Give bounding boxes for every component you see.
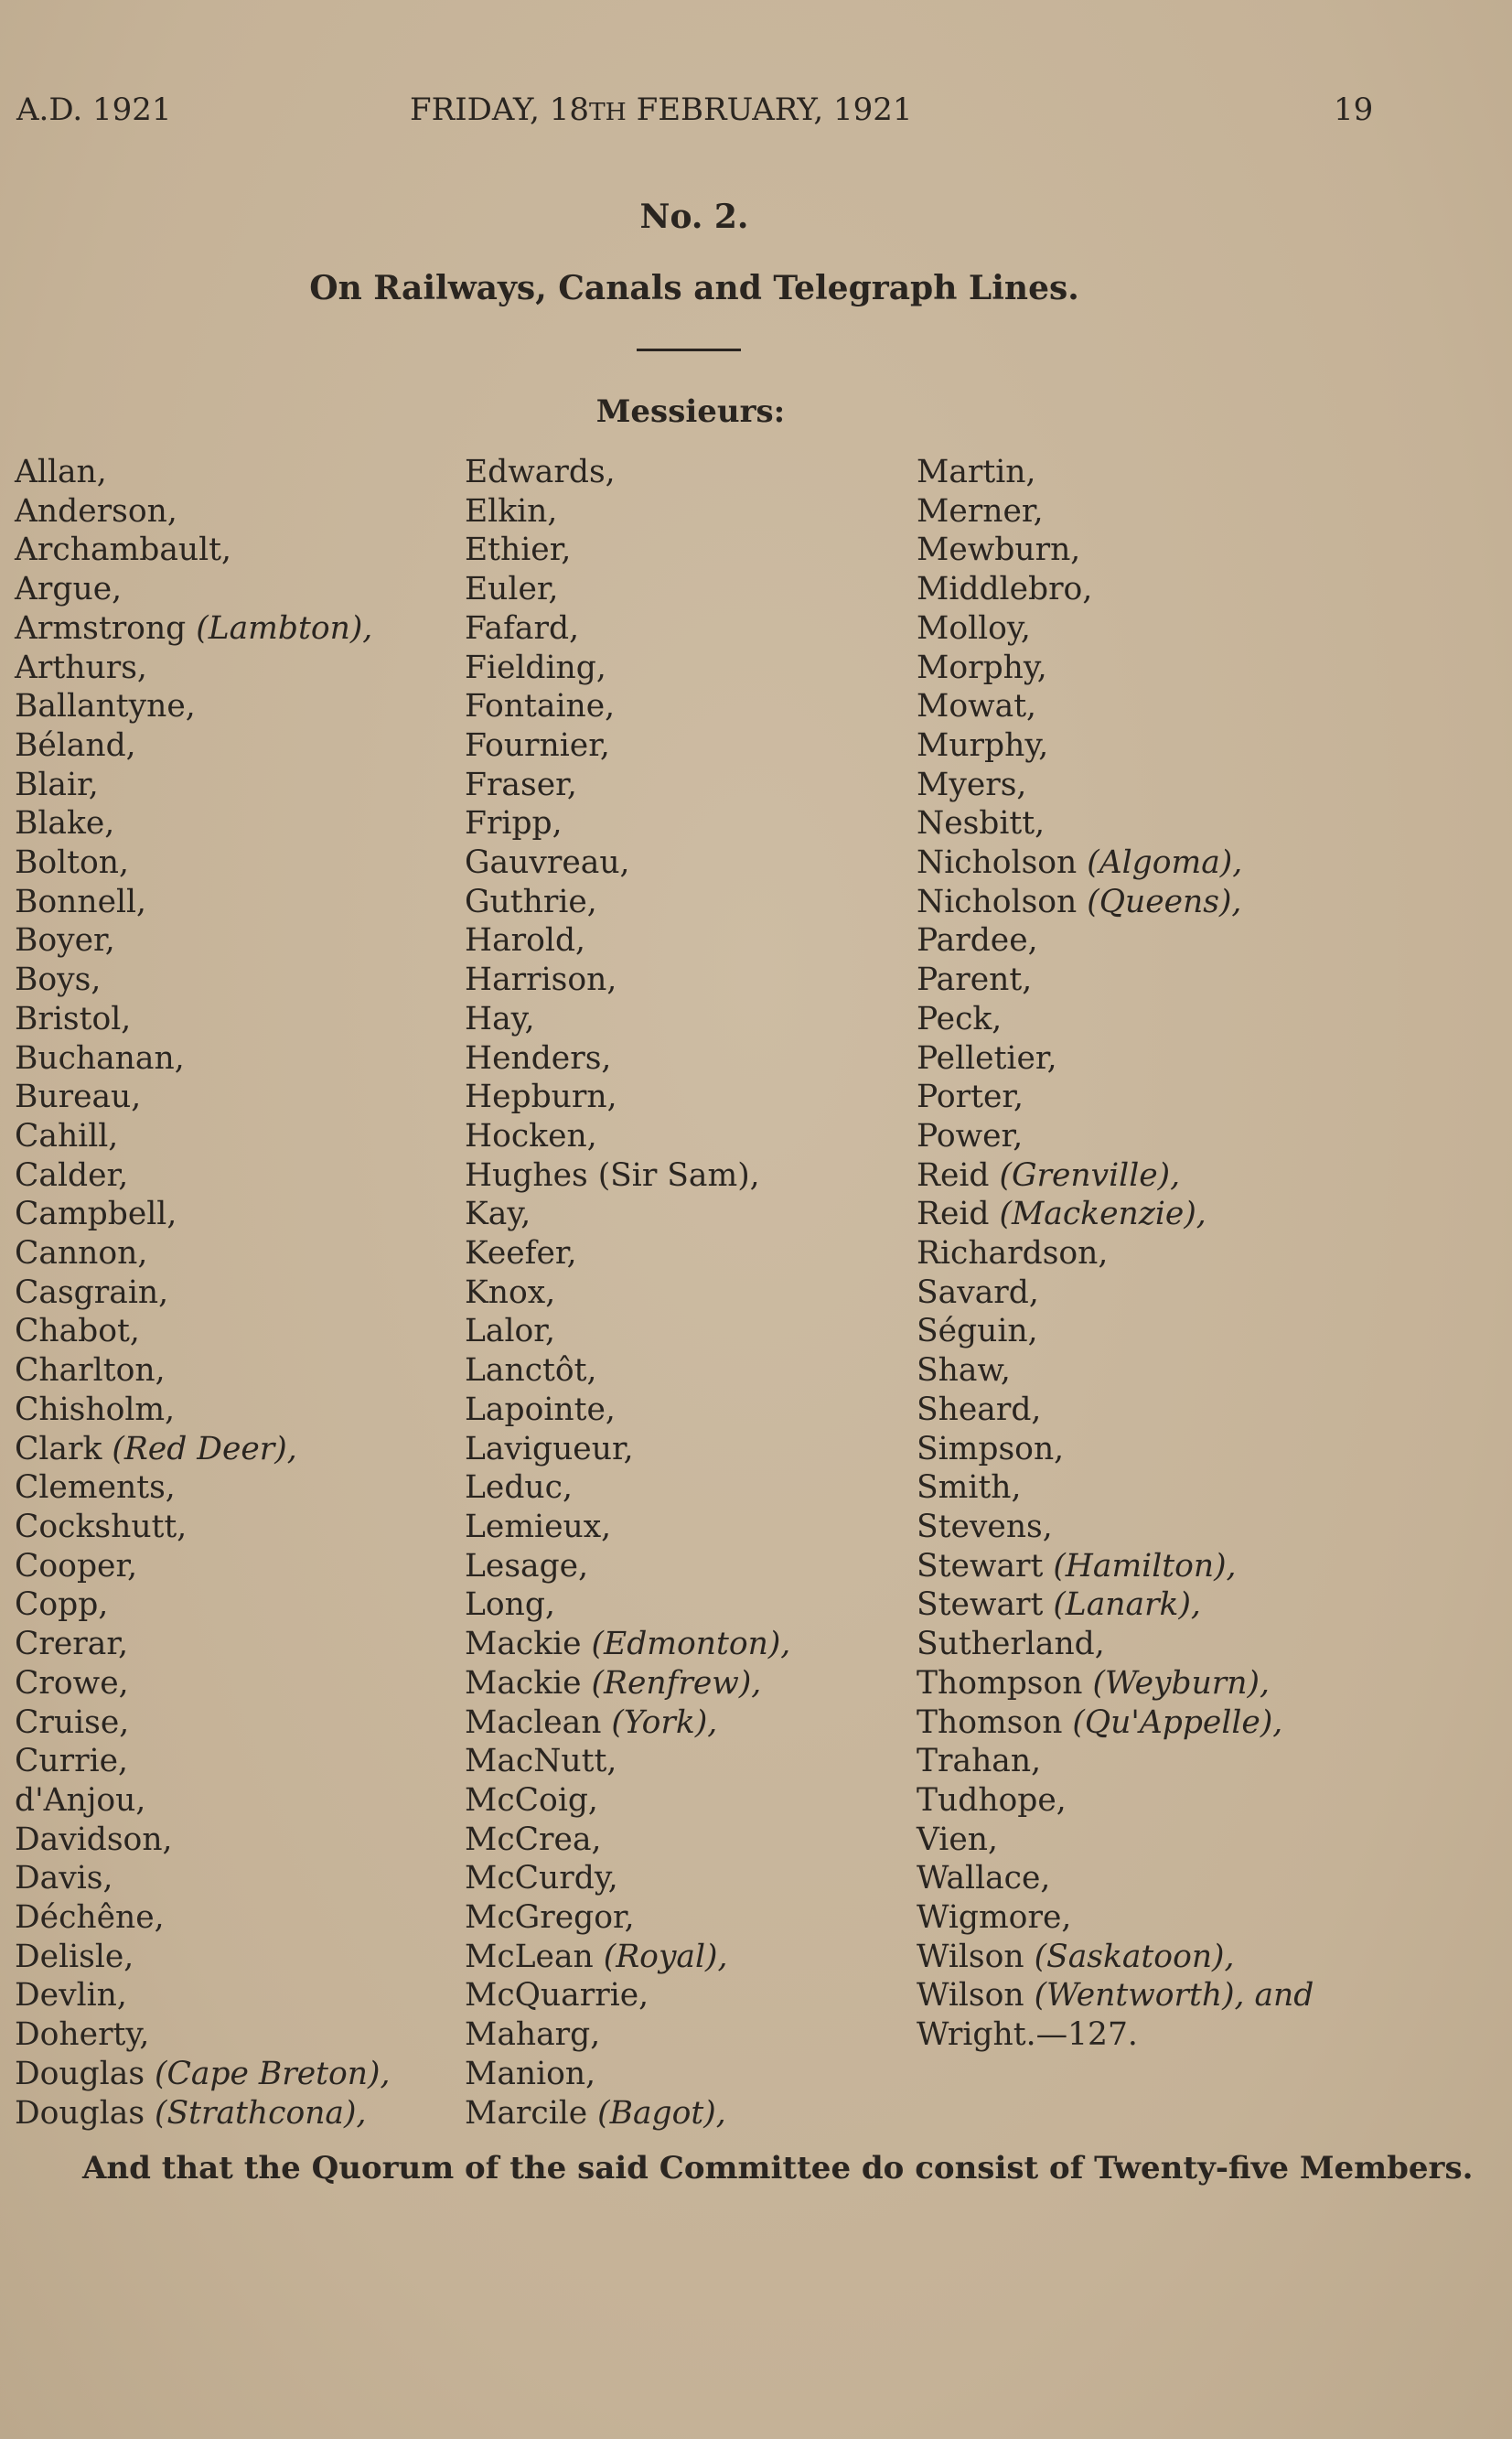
member-entry bbox=[15, 2094, 390, 2133]
member-entry bbox=[465, 1821, 790, 1860]
member-name: McGregor, bbox=[465, 1899, 635, 1937]
member-name: Charlton, bbox=[15, 1352, 166, 1390]
member-name: Bolton, bbox=[15, 844, 129, 882]
member-name: Euler, bbox=[465, 571, 559, 608]
member-name: Stevens, bbox=[917, 1508, 1053, 1545]
members-column-1 bbox=[15, 453, 390, 2133]
member-entry bbox=[465, 1742, 790, 1781]
member-name: Lemieux, bbox=[465, 1508, 612, 1545]
member-name: Crerar, bbox=[15, 1626, 129, 1663]
member-entry bbox=[465, 1351, 790, 1391]
member-name: Chabot, bbox=[15, 1313, 140, 1350]
quorum-statement: And that the Quorum of the said Committee do consist of Twenty-five Members. bbox=[82, 2150, 1474, 2187]
member-name: Clark bbox=[15, 1430, 113, 1467]
member-name: McQuarrie, bbox=[465, 1977, 649, 2015]
member-name: Wright.—127. bbox=[917, 2016, 1138, 2054]
member-entry bbox=[15, 649, 390, 688]
member-entry bbox=[917, 1078, 1314, 1117]
member-name: Murphy, bbox=[917, 726, 1049, 764]
member-entry bbox=[15, 453, 390, 492]
member-entry bbox=[15, 1742, 390, 1781]
member-entry bbox=[465, 1547, 790, 1586]
member-name: Myers, bbox=[917, 766, 1027, 803]
member-entry bbox=[465, 1391, 790, 1430]
member-name: Savard, bbox=[917, 1273, 1039, 1311]
member-entry bbox=[15, 1391, 390, 1430]
member-name: Cahill, bbox=[15, 1117, 119, 1155]
member-name: Shaw, bbox=[917, 1352, 1011, 1390]
member-entry bbox=[917, 766, 1314, 805]
page-header bbox=[0, 91, 1512, 146]
member-entry bbox=[465, 1000, 790, 1039]
member-name: Anderson, bbox=[15, 492, 177, 530]
member-name: Arthurs, bbox=[15, 649, 147, 686]
member-name: Fielding, bbox=[465, 649, 606, 686]
member-entry bbox=[15, 1547, 390, 1586]
member-name: Wallace, bbox=[917, 1860, 1051, 1897]
committee-title: On Railways, Canals and Telegraph Lines. bbox=[309, 269, 1079, 307]
member-entry bbox=[465, 1508, 790, 1547]
member-entry bbox=[465, 1156, 790, 1196]
member-entry bbox=[15, 1195, 390, 1234]
member-entry bbox=[917, 1273, 1314, 1313]
member-name: Doherty, bbox=[15, 2016, 150, 2054]
member-entry bbox=[917, 1234, 1314, 1273]
member-name: Chisholm, bbox=[15, 1391, 176, 1428]
member-entry bbox=[15, 2015, 390, 2055]
member-entry bbox=[917, 1468, 1314, 1508]
member-name: Wilson bbox=[917, 1938, 1035, 1975]
member-name: Porter, bbox=[917, 1079, 1024, 1116]
member-riding: (Red Deer), bbox=[112, 1430, 297, 1467]
member-entry bbox=[917, 1000, 1314, 1039]
member-entry bbox=[15, 492, 390, 532]
header-date bbox=[410, 91, 913, 128]
member-entry bbox=[465, 609, 790, 649]
member-entry bbox=[465, 1273, 790, 1313]
member-name: Lapointe, bbox=[465, 1391, 616, 1428]
member-name: Maharg, bbox=[465, 2016, 601, 2054]
member-name: Trahan, bbox=[917, 1743, 1042, 1780]
member-entry bbox=[917, 1625, 1314, 1664]
member-entry bbox=[15, 1508, 390, 1547]
member-name: Power, bbox=[917, 1117, 1024, 1155]
member-entry bbox=[15, 1781, 390, 1821]
header-date-ordinal: TH bbox=[589, 98, 627, 126]
member-name: Middlebro, bbox=[917, 571, 1093, 608]
member-entry bbox=[917, 1547, 1314, 1586]
member-entry bbox=[917, 649, 1314, 688]
member-name: Lalor, bbox=[465, 1313, 555, 1350]
member-name: Copp, bbox=[15, 1586, 109, 1624]
member-entry bbox=[465, 843, 790, 883]
member-entry bbox=[917, 1430, 1314, 1469]
member-name: Ballantyne, bbox=[15, 688, 196, 725]
member-name: Thomson bbox=[917, 1703, 1073, 1741]
member-name: Hay, bbox=[465, 1000, 535, 1037]
member-entry bbox=[917, 961, 1314, 1000]
divider-rule bbox=[637, 349, 741, 351]
header-date-prefix: FRIDAY, 18 bbox=[410, 91, 589, 128]
member-name: Martin, bbox=[917, 454, 1036, 490]
member-name: Blake, bbox=[15, 805, 115, 843]
member-name: Peck, bbox=[917, 1000, 1003, 1037]
member-name: Armstrong bbox=[15, 609, 197, 647]
member-name: Wigmore, bbox=[917, 1899, 1072, 1937]
member-riding: (Renfrew), bbox=[591, 1664, 762, 1702]
member-entry bbox=[15, 1156, 390, 1196]
member-entry bbox=[465, 1195, 790, 1234]
member-name: Manion, bbox=[465, 2055, 596, 2092]
member-entry bbox=[917, 1976, 1314, 2015]
member-entry bbox=[15, 726, 390, 766]
member-name: Wilson bbox=[917, 1977, 1035, 2015]
member-entry bbox=[465, 1859, 790, 1898]
member-name: Crowe, bbox=[15, 1664, 129, 1702]
member-name: Argue, bbox=[15, 571, 123, 608]
member-name: Boyer, bbox=[15, 922, 115, 960]
member-entry bbox=[917, 1703, 1314, 1743]
member-entry bbox=[917, 921, 1314, 961]
member-name: Elkin, bbox=[465, 492, 558, 530]
member-name: Reid bbox=[917, 1156, 1000, 1194]
member-name: Fripp, bbox=[465, 805, 563, 843]
member-name: Delisle, bbox=[15, 1938, 134, 1975]
member-name: Guthrie, bbox=[465, 883, 597, 920]
member-entry bbox=[465, 1703, 790, 1743]
member-name: Stewart bbox=[917, 1586, 1054, 1624]
member-entry bbox=[15, 843, 390, 883]
member-name: Blair, bbox=[15, 766, 99, 803]
member-name: Morphy, bbox=[917, 649, 1047, 686]
member-name: Thompson bbox=[917, 1664, 1093, 1702]
member-name: Sutherland, bbox=[917, 1626, 1105, 1663]
member-entry bbox=[15, 1898, 390, 1938]
member-riding: (Weyburn), bbox=[1092, 1664, 1270, 1702]
member-name: Simpson, bbox=[917, 1430, 1065, 1467]
member-name: Mowat, bbox=[917, 688, 1037, 725]
member-name: Nesbitt, bbox=[917, 805, 1046, 843]
member-riding: (Grenville), bbox=[999, 1156, 1181, 1194]
member-name: Buchanan, bbox=[15, 1039, 185, 1077]
member-entry bbox=[465, 2015, 790, 2055]
member-entry bbox=[465, 1468, 790, 1508]
member-entry bbox=[917, 843, 1314, 883]
member-entry bbox=[917, 1898, 1314, 1938]
member-entry bbox=[15, 883, 390, 922]
member-name: Mewburn, bbox=[917, 532, 1081, 569]
header-date-suffix: FEBRUARY, 1921 bbox=[626, 91, 913, 128]
member-riding: (Saskatoon), bbox=[1034, 1938, 1235, 1975]
members-column-3 bbox=[917, 453, 1314, 2055]
member-entry bbox=[15, 1859, 390, 1898]
member-name: Douglas bbox=[15, 2055, 155, 2092]
member-name: Pelletier, bbox=[917, 1039, 1057, 1077]
member-entry bbox=[465, 921, 790, 961]
member-entry bbox=[465, 1039, 790, 1079]
member-name: Bristol, bbox=[15, 1000, 132, 1037]
member-name: Clements, bbox=[15, 1469, 176, 1507]
member-entry bbox=[465, 687, 790, 726]
member-name: Stewart bbox=[917, 1547, 1054, 1585]
member-name: McCurdy, bbox=[465, 1860, 618, 1897]
member-entry bbox=[917, 453, 1314, 492]
member-entry bbox=[15, 766, 390, 805]
member-entry bbox=[465, 1078, 790, 1117]
member-entry bbox=[917, 2015, 1314, 2055]
member-entry bbox=[465, 1976, 790, 2015]
member-name: Hocken, bbox=[465, 1117, 597, 1155]
member-riding: (Algoma), bbox=[1087, 844, 1243, 882]
member-riding: (York), bbox=[611, 1703, 718, 1741]
member-entry bbox=[465, 1664, 790, 1703]
member-entry bbox=[465, 570, 790, 609]
member-name: Bonnell, bbox=[15, 883, 147, 920]
member-entry bbox=[465, 1312, 790, 1351]
member-riding: (Queens), bbox=[1087, 883, 1242, 920]
member-entry bbox=[917, 609, 1314, 649]
member-name: Fafard, bbox=[465, 609, 580, 647]
member-entry bbox=[15, 1234, 390, 1273]
member-name: Harrison, bbox=[465, 962, 617, 999]
member-name: Henders, bbox=[465, 1039, 612, 1077]
member-entry bbox=[917, 883, 1314, 922]
member-name: Reid bbox=[917, 1196, 1000, 1233]
member-entry bbox=[917, 1195, 1314, 1234]
member-name: McCoig, bbox=[465, 1781, 598, 1819]
member-entry bbox=[465, 883, 790, 922]
member-entry bbox=[15, 531, 390, 570]
member-name: Richardson, bbox=[917, 1235, 1109, 1273]
member-name: Molloy, bbox=[917, 609, 1031, 647]
member-entry bbox=[465, 766, 790, 805]
member-entry bbox=[15, 687, 390, 726]
member-name: Keefer, bbox=[465, 1235, 577, 1273]
member-name: Allan, bbox=[15, 454, 107, 490]
member-entry bbox=[917, 1156, 1314, 1196]
member-name: Lesage, bbox=[465, 1547, 589, 1585]
member-entry bbox=[15, 1039, 390, 1079]
member-name: McCrea, bbox=[465, 1821, 602, 1858]
member-entry bbox=[15, 1430, 390, 1469]
salutation: Messieurs: bbox=[595, 393, 786, 430]
member-riding: (Royal), bbox=[603, 1938, 728, 1975]
member-entry bbox=[15, 804, 390, 843]
member-name: Bureau, bbox=[15, 1079, 142, 1116]
member-name: Nicholson bbox=[917, 844, 1088, 882]
member-name: Fontaine, bbox=[465, 688, 616, 725]
member-name: Parent, bbox=[917, 962, 1033, 999]
member-name: Cockshutt, bbox=[15, 1508, 188, 1545]
member-entry bbox=[465, 2055, 790, 2094]
member-name: Boys, bbox=[15, 962, 102, 999]
member-name: Pardee, bbox=[917, 922, 1038, 960]
member-entry bbox=[465, 1898, 790, 1938]
member-entry bbox=[917, 492, 1314, 532]
member-entry bbox=[917, 1585, 1314, 1625]
member-name: Nicholson bbox=[917, 883, 1088, 920]
member-name: Cruise, bbox=[15, 1703, 130, 1741]
member-entry bbox=[917, 531, 1314, 570]
member-entry bbox=[917, 687, 1314, 726]
member-riding: (Cape Breton), bbox=[155, 2055, 391, 2092]
member-name: Smith, bbox=[917, 1469, 1022, 1507]
member-name: Merner, bbox=[917, 492, 1044, 530]
member-entry bbox=[465, 492, 790, 532]
committee-number: No. 2. bbox=[639, 198, 749, 236]
member-entry bbox=[15, 921, 390, 961]
member-entry bbox=[465, 2094, 790, 2133]
member-entry bbox=[465, 961, 790, 1000]
member-name: Lavigueur, bbox=[465, 1430, 634, 1467]
member-name: Casgrain, bbox=[15, 1273, 169, 1311]
member-name: Cooper, bbox=[15, 1547, 138, 1585]
member-entry bbox=[15, 961, 390, 1000]
page-number: 19 bbox=[1334, 91, 1374, 128]
member-entry bbox=[15, 1976, 390, 2015]
member-entry bbox=[15, 609, 390, 649]
member-entry bbox=[465, 1625, 790, 1664]
member-entry bbox=[15, 1000, 390, 1039]
member-entry bbox=[15, 1703, 390, 1743]
member-entry bbox=[465, 804, 790, 843]
member-entry bbox=[15, 1821, 390, 1860]
member-entry bbox=[465, 1938, 790, 1977]
member-entry bbox=[465, 649, 790, 688]
member-entry bbox=[15, 1938, 390, 1977]
member-name: Archambault, bbox=[15, 532, 231, 569]
member-name: Mackie bbox=[465, 1664, 592, 1702]
member-entry bbox=[917, 1351, 1314, 1391]
member-name: Fraser, bbox=[465, 766, 577, 803]
member-name: Long, bbox=[465, 1586, 555, 1624]
member-entry bbox=[917, 1821, 1314, 1860]
member-name: Cannon, bbox=[15, 1235, 148, 1273]
member-entry bbox=[465, 726, 790, 766]
member-entry bbox=[917, 1508, 1314, 1547]
member-entry bbox=[15, 1273, 390, 1313]
member-name: Gauvreau, bbox=[465, 844, 630, 882]
member-entry bbox=[15, 2055, 390, 2094]
member-entry bbox=[465, 531, 790, 570]
member-name: Béland, bbox=[15, 726, 136, 764]
members-column-2 bbox=[465, 453, 790, 2133]
member-name: Lanctôt, bbox=[465, 1352, 597, 1390]
member-name: McLean bbox=[465, 1938, 604, 1975]
member-entry bbox=[917, 1312, 1314, 1351]
member-name: Marcile bbox=[465, 2094, 598, 2132]
header-year: A.D. 1921 bbox=[16, 91, 172, 128]
member-name: Séguin, bbox=[917, 1313, 1038, 1350]
member-entry bbox=[917, 570, 1314, 609]
member-riding: (Qu'Appelle), bbox=[1072, 1703, 1283, 1741]
member-riding: (Lambton), bbox=[196, 609, 373, 647]
member-entry bbox=[15, 570, 390, 609]
member-name: Mackie bbox=[465, 1626, 592, 1663]
member-entry bbox=[15, 1351, 390, 1391]
member-entry bbox=[15, 1312, 390, 1351]
member-entry bbox=[465, 453, 790, 492]
member-name: Davis, bbox=[15, 1860, 113, 1897]
member-riding: (Edmonton), bbox=[591, 1626, 791, 1663]
member-name: Maclean bbox=[465, 1703, 612, 1741]
member-entry bbox=[917, 1664, 1314, 1703]
member-name: Devlin, bbox=[15, 1977, 127, 2015]
member-name: Sheard, bbox=[917, 1391, 1042, 1428]
member-name: Davidson, bbox=[15, 1821, 173, 1858]
member-name: Hughes (Sir Sam), bbox=[465, 1156, 760, 1194]
member-entry bbox=[15, 1585, 390, 1625]
member-riding: (Wentworth), and bbox=[1034, 1977, 1314, 2015]
member-name: MacNutt, bbox=[465, 1743, 617, 1780]
member-riding: (Hamilton), bbox=[1053, 1547, 1237, 1585]
member-entry bbox=[15, 1625, 390, 1664]
member-riding: (Lanark), bbox=[1053, 1586, 1201, 1624]
member-name: d'Anjou, bbox=[15, 1781, 146, 1819]
member-entry bbox=[917, 804, 1314, 843]
member-entry bbox=[15, 1078, 390, 1117]
member-name: Edwards, bbox=[465, 454, 616, 490]
member-entry bbox=[917, 1117, 1314, 1156]
member-name: Currie, bbox=[15, 1743, 129, 1780]
member-name: Harold, bbox=[465, 922, 586, 960]
member-entry bbox=[465, 1585, 790, 1625]
member-entry bbox=[15, 1468, 390, 1508]
member-entry bbox=[465, 1430, 790, 1469]
member-entry bbox=[465, 1234, 790, 1273]
member-name: Douglas bbox=[15, 2094, 155, 2132]
member-name: Calder, bbox=[15, 1156, 129, 1194]
member-entry bbox=[15, 1664, 390, 1703]
member-riding: (Mackenzie), bbox=[999, 1196, 1206, 1233]
member-entry bbox=[15, 1117, 390, 1156]
member-name: Campbell, bbox=[15, 1196, 177, 1233]
member-name: Tudhope, bbox=[917, 1781, 1067, 1819]
member-entry bbox=[917, 1938, 1314, 1977]
member-name: Knox, bbox=[465, 1273, 556, 1311]
member-name: Fournier, bbox=[465, 726, 610, 764]
member-riding: (Bagot), bbox=[597, 2094, 726, 2132]
member-riding: (Strathcona), bbox=[155, 2094, 367, 2132]
member-entry bbox=[465, 1117, 790, 1156]
member-entry bbox=[917, 1039, 1314, 1079]
member-entry bbox=[917, 726, 1314, 766]
member-entry bbox=[917, 1391, 1314, 1430]
member-name: Déchêne, bbox=[15, 1899, 165, 1937]
member-name: Vien, bbox=[917, 1821, 998, 1858]
member-entry bbox=[465, 1781, 790, 1821]
member-name: Hepburn, bbox=[465, 1079, 617, 1116]
member-entry bbox=[917, 1859, 1314, 1898]
member-name: Ethier, bbox=[465, 532, 572, 569]
member-name: Kay, bbox=[465, 1196, 531, 1233]
member-name: Leduc, bbox=[465, 1469, 573, 1507]
member-entry bbox=[917, 1742, 1314, 1781]
member-entry bbox=[917, 1781, 1314, 1821]
